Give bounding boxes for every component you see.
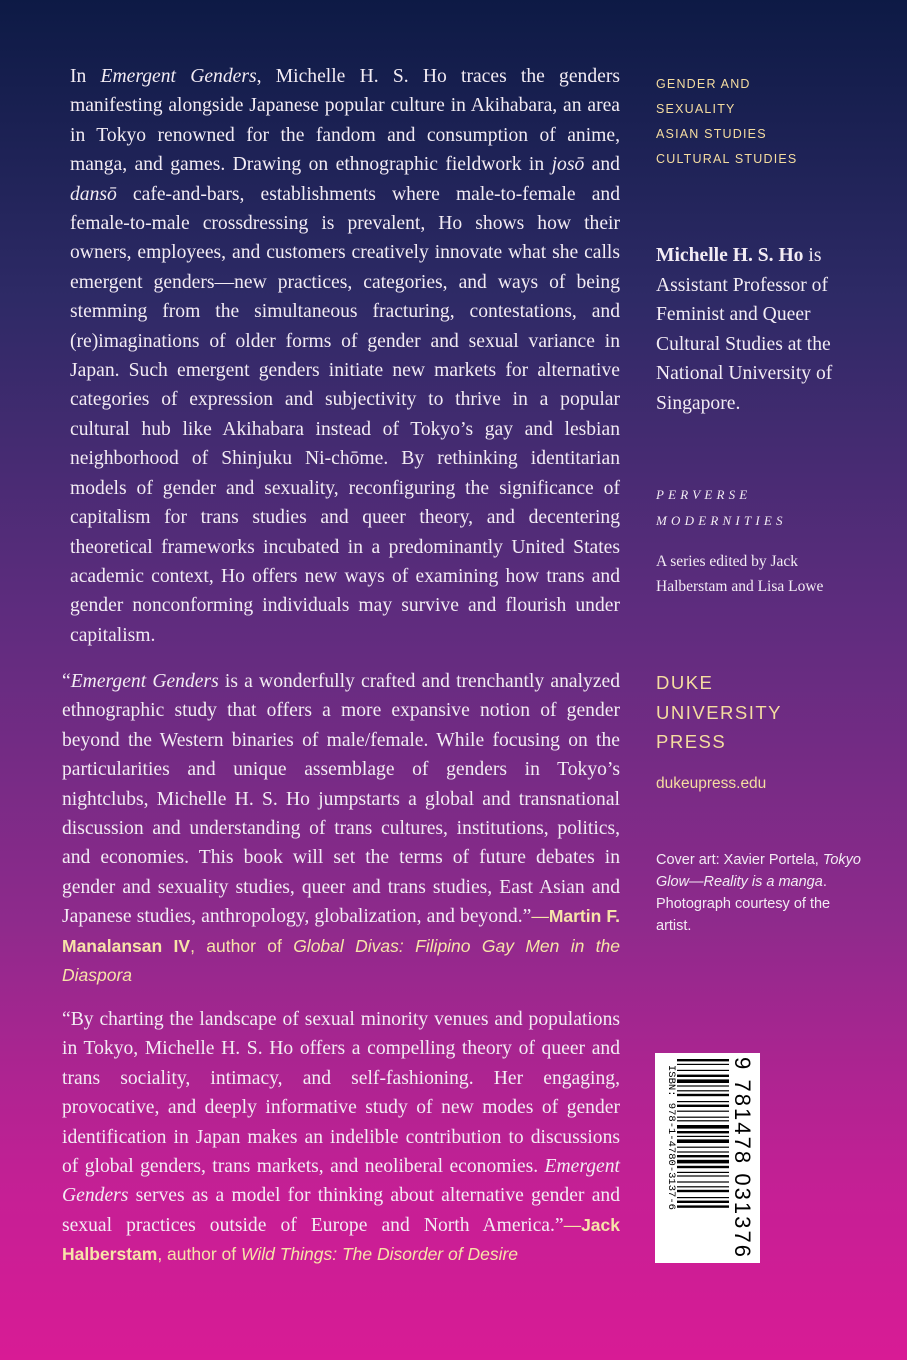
endorser-work: Wild Things: The Disorder of Desire [241,1244,519,1265]
subject-categories [656,72,866,172]
barcode-bar [677,1120,729,1121]
barcode-bar [677,1181,729,1182]
barcode-bar [677,1175,729,1176]
barcode-bar [677,1147,729,1148]
barcode-bars [677,1059,729,1208]
barcode-bar [677,1075,729,1077]
subject-line: GENDER AND [656,77,751,91]
publisher-logo-text: DUKE UNIVERSITY PRESS [656,672,783,752]
barcode-bar [677,1131,729,1133]
endorsement-manalansan: “Emergent Genders is a wonderfully crafted and trenchantly analyzed ethnographic study that offers a more expansive notion of gender beyond the Western binaries of male/female. While focusing on the particularities and unique assemblage of genders in Tokyo’s nightclubs, Michelle H. S. Ho jumpstarts a global and transnational discussion and understanding of trans cultures, institutions, politics, and economies. This book will set the terms of future debates in gender and sexuality studies, queer and trans studies, East Asian and Japanese studies, anthropology, globalization, and beyond.”—Martin F. Manalansan IV, author of Global Divas: Filipino Gay Men in the Diaspora [62,671,621,986]
subject-line: SEXUALITY [656,102,736,116]
endorsement-halberstam: “By charting the landscape of sexual minority venues and populations in Tokyo, Michelle H. S. Ho offers a compelling theory of queer and trans sociality, intimacy, and self-fashioning. Her engaging, provocative, and deeply informative study of new modes of gender identification in Japan makes an indelible contribution to discussions of global genders, trans markets, and neoliberal economies. Emergent Genders serves as a model for thinking about alternative gender and sexual practices outside of Europe and North America.”—Jack Halberstam, author of Wild Things: The Disorder of Desire [62,1009,620,1265]
barcode-bar [677,1166,729,1168]
main-column [70,62,620,650]
barcode-bar [677,1160,729,1164]
barcode-bar [677,1205,729,1207]
barcode-digits: 9 781478 031376 [730,1057,755,1257]
barcode-bar [677,1197,729,1198]
barcode-bar [677,1094,729,1096]
series-editors: A series edited by Jack Halberstam and Lisa Lowe [656,553,824,595]
barcode-bar [677,1070,729,1071]
book-title: Emergent Genders [70,671,219,692]
author-name: Michelle H. S. Ho [656,245,804,266]
barcode-bar [677,1117,729,1118]
endorser-name: Martin F. Manalansan IV [62,906,620,956]
barcode-bar [677,1151,729,1152]
term-danso: dansō [70,183,117,205]
barcode-bar [677,1155,729,1157]
book-title: Emergent Genders [62,1156,620,1207]
barcode-bar [677,1090,729,1091]
publisher-url: dukeupress.edu [656,775,767,792]
endorser-name: Jack Halberstam [62,1214,620,1265]
barcode-bar [677,1105,729,1107]
barcode-bar [677,1136,729,1137]
endorser-work: Global Divas: Filipino Gay Men in the Diaspora [62,935,620,986]
barcode-bar [677,1079,729,1083]
barcode-bar [677,1059,729,1061]
barcode-bar [677,1190,729,1192]
isbn-barcode [655,1053,760,1263]
subject-line: CULTURAL STUDIES [656,152,798,166]
book-title: Emergent Genders [100,66,257,87]
barcode-bar [677,1172,729,1173]
subject-line: ASIAN STUDIES [656,127,767,141]
artwork-title: Tokyo Glow—Reality is a manga [656,852,861,890]
barcode-bar [677,1064,729,1065]
barcode-bar [677,1186,729,1187]
book-description: In Emergent Genders, Michelle H. S. Ho traces the genders manifesting alongside Japanese popular culture in Akihabara, an area in Tokyo renowned for the fandom and consumption of anime, manga, and games. Drawing on ethnographic fieldwork in josō and dansō cafe-and-bars, establishments where male-to-female and female-to-male crossdressing is prevalent, Ho shows how their owners, employees, and customers creatively innovate what she calls emergent genders—new practices, categories, and ways of being stemming from the simultaneous fracturing, contestations, and (re)imaginations of older forms of gender and sexual variance in Japan. Such emergent genders initiate new markets for alternative categories of expression and subjectivity to thrive in a popular cultural hub like Akihabara instead of Tokyo’s gay and lesbian neighborhood of Shinjuku Ni-chōme. By rethinking identitarian models of gender and sexuality, reconfiguring the significance of capitalism for trans studies and queer theory, and decentering theoretical frameworks incubated in a predominantly United States academic context, Ho offers new ways of examining how trans and gender nonconforming individuals may survive and flourish under capitalism. [70,66,620,646]
series-info [656,482,866,599]
barcode-bar [677,1101,729,1102]
barcode-bar [677,1085,729,1086]
barcode-bar [677,1125,729,1129]
endorser-attribution: —Jack Halberstam, author of Wild Things: The Disorder of Desire [62,1214,620,1265]
cover-art-credit: Cover art: Xavier Portela, Tokyo Glow—Reality is a manga. Photograph courtesy of the artist. [656,852,861,934]
barcode-bar [677,1139,729,1143]
series-title-line: PERVERSE [656,487,752,502]
endorser-attribution: —Martin F. Manalansan IV, author of Global Divas: Filipino Gay Men in the Diaspora [62,906,620,986]
barcode-bar [677,1201,729,1203]
barcode-graphic [655,1053,760,1263]
term-joso: josō [551,154,585,176]
isbn-label: ISBN: 978-1-4780-3137-6 [665,1065,677,1210]
author-bio: Michelle H. S. Ho is Assistant Professor of Feminist and Queer Cultural Studies at the National University of Singapore. [656,245,833,414]
barcode-bar [677,1111,729,1112]
series-title-line: MODERNITIES [656,513,787,528]
